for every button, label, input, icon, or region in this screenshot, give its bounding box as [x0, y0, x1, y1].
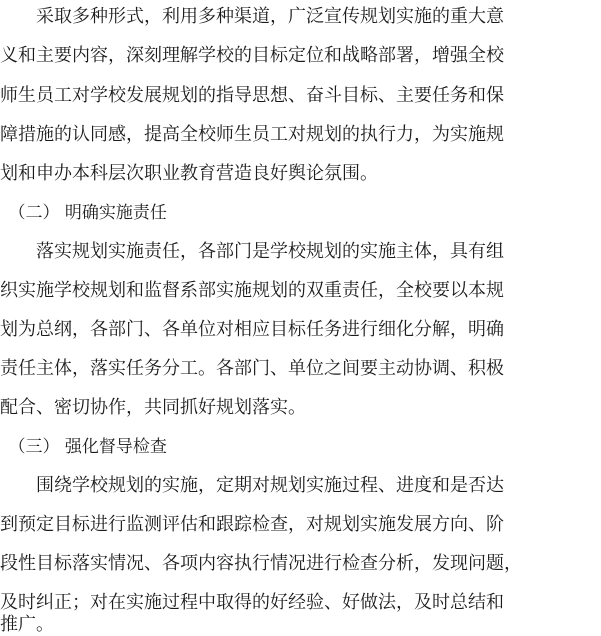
paragraph-line: 织实施学校规划和监督系部实施规划的双重责任，全校要以本规 — [0, 280, 504, 301]
paragraph-line: 到预定目标进行监测评估和跟踪检查，对规划实施发展方向、阶 — [0, 514, 504, 535]
paragraph-line: 师生员工对学校发展规划的指导思想、奋斗目标、主要任务和保 — [0, 85, 504, 106]
paragraph-line: 采取多种形式，利用多种渠道，广泛宣传规划实施的重大意 — [0, 6, 504, 27]
paragraph-line: 划和申办本科层次职业教育营造良好舆论氛围。 — [0, 163, 378, 184]
paragraph-line: 段性目标落实情况、各项内容执行情况进行检查分析，发现问题， — [0, 553, 522, 574]
paragraph-line: 义和主要内容，深刻理解学校的目标定位和战略部署，增强全校 — [0, 45, 504, 66]
section-heading: （三） 强化督导检查 — [0, 437, 167, 457]
section-heading: （二） 明确实施责任 — [0, 203, 167, 223]
paragraph-line: 推广。 — [0, 614, 54, 635]
paragraph-line: 责任主体，落实任务分工。各部门、单位之间要主动协调、积极 — [0, 358, 504, 379]
paragraph-line: 围绕学校规划的实施，定期对规划实施过程、进度和是否达 — [0, 475, 504, 496]
paragraph-line: 配合、密切协作，共同抓好规划落实。 — [0, 397, 306, 418]
paragraph-line: 及时纠正；对在实施过程中取得的好经验、好做法，及时总结和 — [0, 592, 504, 613]
paragraph-line: 落实规划实施责任，各部门是学校规划的实施主体，具有组 — [0, 241, 504, 262]
paragraph-line: 障措施的认同感，提高全校师生员工对规划的执行力，为实施规 — [0, 124, 504, 145]
paragraph-line: 划为总纲，各部门、各单位对相应目标任务进行细化分解，明确 — [0, 319, 504, 340]
